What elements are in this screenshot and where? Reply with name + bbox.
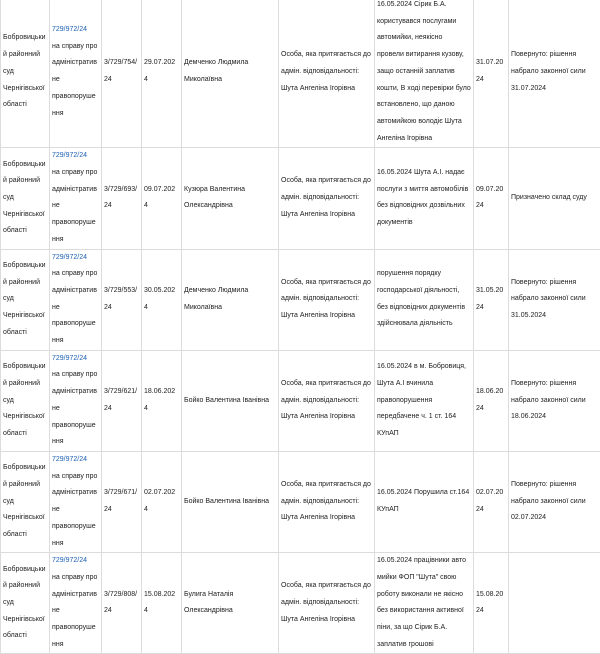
judge-cell: Кузюра Валентина Олександрівна bbox=[182, 148, 279, 249]
table-row bbox=[1, 451, 600, 552]
case-number-link[interactable]: 729/972/24 bbox=[52, 22, 99, 39]
parties-cell: Особа, яка притягається до адмін. відповідальності: Шута Ангеліна Ігорівна bbox=[279, 0, 375, 148]
description-cell: порушення порядку господарської діяльності, без відповідних документів здійснювала діяльність bbox=[375, 249, 474, 350]
judge-cell: Демченко Людмила Миколаївна bbox=[182, 249, 279, 350]
judge-cell: Бойко Валентина Іванівна bbox=[182, 451, 279, 552]
court-cell: Бобровицький районний суд Чернігівської області bbox=[1, 148, 50, 249]
decision-date-cell: 09.07.2024 bbox=[474, 148, 509, 249]
status-cell bbox=[509, 553, 600, 654]
table-row bbox=[1, 249, 600, 350]
case-number-link[interactable]: 729/972/24 bbox=[52, 553, 99, 570]
decision-date-cell: 18.06.2024 bbox=[474, 350, 509, 451]
judge-cell: Демченко Людмила Миколаївна bbox=[182, 0, 279, 148]
case-type-label: на справу про адміністративне правопорушення bbox=[52, 39, 99, 123]
status-cell: Призначено склад суду bbox=[509, 148, 600, 249]
description-cell: 16.05.2024 Шута А.І. надає послуги з миття автомобілів без відповідних дозвільних документів bbox=[375, 148, 474, 249]
decision-date-cell: 31.05.2024 bbox=[474, 249, 509, 350]
case-number-cell bbox=[50, 553, 102, 654]
case-type-label: на справу про адміністративне правопорушення bbox=[52, 469, 99, 553]
parties-cell: Особа, яка притягається до адмін. відповідальності: Шута Ангеліна Ігорівна bbox=[279, 249, 375, 350]
court-cell: Бобровицький районний суд Чернігівської області bbox=[1, 451, 50, 552]
table-body bbox=[1, 0, 600, 654]
case-number-link[interactable]: 729/972/24 bbox=[52, 250, 99, 267]
case-number-link[interactable]: 729/972/24 bbox=[52, 351, 99, 368]
registered-date-cell: 30.05.2024 bbox=[142, 249, 182, 350]
case-number-cell bbox=[50, 249, 102, 350]
court-cell: Бобровицький районний суд Чернігівської області bbox=[1, 249, 50, 350]
case-number-link[interactable]: 729/972/24 bbox=[52, 148, 99, 165]
registered-date-cell: 09.07.2024 bbox=[142, 148, 182, 249]
court-cell: Бобровицький районний суд Чернігівської області bbox=[1, 553, 50, 654]
case-number-cell bbox=[50, 451, 102, 552]
decision-date-cell: 31.07.2024 bbox=[474, 0, 509, 148]
parties-cell: Особа, яка притягається до адмін. відповідальності: Шута Ангеліна Ігорівна bbox=[279, 553, 375, 654]
judge-cell: Бойко Валентина Іванівна bbox=[182, 350, 279, 451]
registered-date-cell: 29.07.2024 bbox=[142, 0, 182, 148]
case-number-cell bbox=[50, 148, 102, 249]
case-number-link[interactable]: 729/972/24 bbox=[52, 452, 99, 469]
case-type-label: на справу про адміністративне правопорушення bbox=[52, 266, 99, 350]
court-cell: Бобровицький районний суд Чернігівської області bbox=[1, 350, 50, 451]
proceeding-number-cell: 3/729/671/24 bbox=[102, 451, 142, 552]
parties-cell: Особа, яка притягається до адмін. відповідальності: Шута Ангеліна Ігорівна bbox=[279, 148, 375, 249]
description-cell: 16.05.2024 працівники авто мийки ФОП "Шута" свою роботу виконали не якісно без використання активної піни, за що Сірик Б.А. заплатив грошові bbox=[375, 553, 474, 654]
proceeding-number-cell: 3/729/621/24 bbox=[102, 350, 142, 451]
description-cell: 16.05.2024 Сірик Б.А. користувався послугами автомийки, неякісно провели витирання кузову, защо останній заплатив кошти, В ході перевірки було встановлено, що даною автомийкою володіє Шута Ангеліна Ігорівна bbox=[375, 0, 474, 148]
table-row bbox=[1, 553, 600, 654]
parties-cell: Особа, яка притягається до адмін. відповідальності: Шута Ангеліна Ігорівна bbox=[279, 451, 375, 552]
case-type-label: на справу про адміністративне правопорушення bbox=[52, 165, 99, 249]
decision-date-cell: 02.07.2024 bbox=[474, 451, 509, 552]
description-cell: 16.05.2024 Порушила ст.164 КУпАП bbox=[375, 451, 474, 552]
registered-date-cell: 02.07.2024 bbox=[142, 451, 182, 552]
judge-cell: Булига Наталія Олександрівна bbox=[182, 553, 279, 654]
case-type-label: на справу про адміністративне правопорушення bbox=[52, 367, 99, 451]
table-row bbox=[1, 148, 600, 249]
proceeding-number-cell: 3/729/693/24 bbox=[102, 148, 142, 249]
proceeding-number-cell: 3/729/754/24 bbox=[102, 0, 142, 148]
registered-date-cell: 15.08.2024 bbox=[142, 553, 182, 654]
parties-cell: Особа, яка притягається до адмін. відповідальності: Шута Ангеліна Ігорівна bbox=[279, 350, 375, 451]
decision-date-cell: 15.08.2024 bbox=[474, 553, 509, 654]
status-cell: Повернуто: рішення набрало законної сили 31.07.2024 bbox=[509, 0, 600, 148]
proceeding-number-cell: 3/729/553/24 bbox=[102, 249, 142, 350]
status-cell: Повернуто: рішення набрало законної сили 18.06.2024 bbox=[509, 350, 600, 451]
table-row bbox=[1, 0, 600, 148]
case-number-cell bbox=[50, 0, 102, 148]
status-cell: Повернуто: рішення набрало законної сили 31.05.2024 bbox=[509, 249, 600, 350]
description-cell: 16.05.2024 в м. Бобровиця, Шута А.І вчинила правопорушення передбачене ч. 1 ст. 164 КУпАП bbox=[375, 350, 474, 451]
table-row bbox=[1, 350, 600, 451]
case-number-cell bbox=[50, 350, 102, 451]
court-cell: Бобровицький районний суд Чернігівської області bbox=[1, 0, 50, 148]
proceeding-number-cell: 3/729/808/24 bbox=[102, 553, 142, 654]
case-type-label: на справу про адміністративне правопорушення bbox=[52, 570, 99, 654]
status-cell: Повернуто: рішення набрало законної сили 02.07.2024 bbox=[509, 451, 600, 552]
registered-date-cell: 18.06.2024 bbox=[142, 350, 182, 451]
